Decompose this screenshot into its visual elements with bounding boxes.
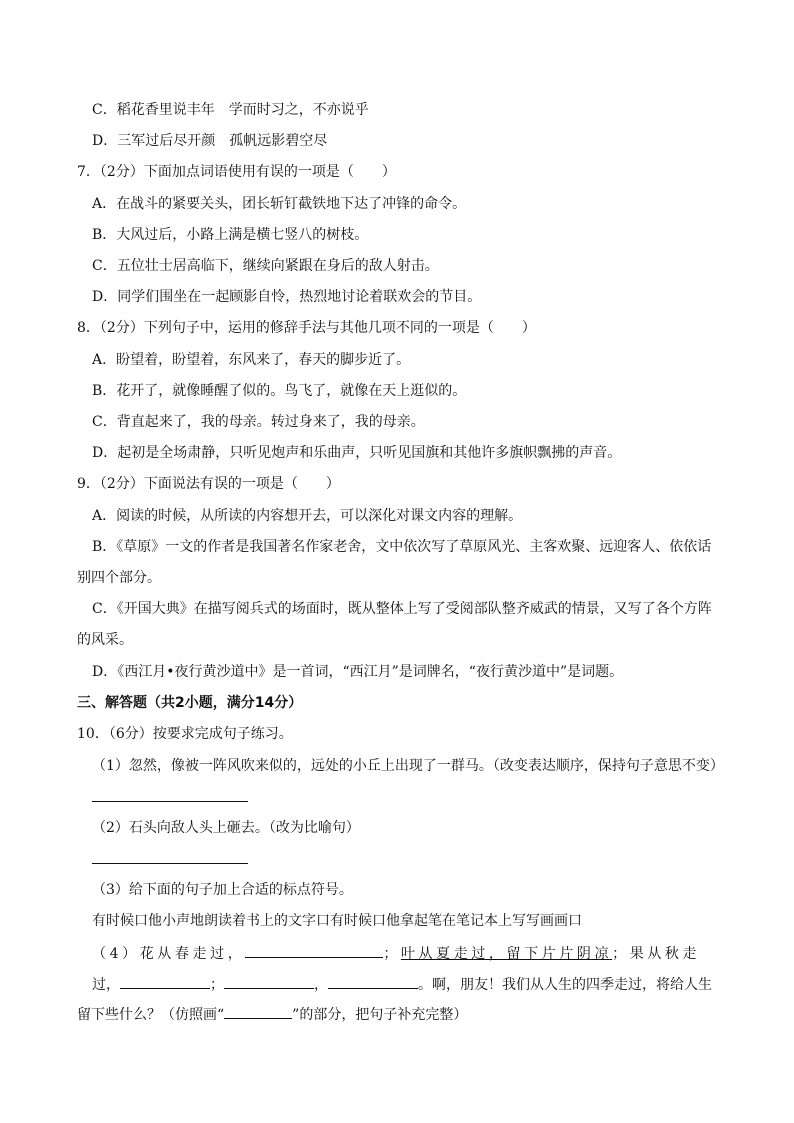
- q10-part4-blank-3[interactable]: [224, 974, 314, 989]
- q10-part4-fruit: ；果从秋走: [612, 946, 701, 962]
- section-title: 三、解答题（共2小题，满分14分）: [77, 695, 303, 711]
- q10-stem: 10．（6分）按要求完成句子练习。: [77, 726, 293, 742]
- q9-stem: 9．（2分）下面说法有误的一项是（ ）: [77, 476, 340, 492]
- q10-part4-blank-2[interactable]: [120, 974, 210, 989]
- q10-part4-guo: 过，: [92, 977, 120, 993]
- q10-part4-line1: [92, 943, 700, 964]
- q7-option-b: B．大风过后，小路上满是横七竖八的树枝。: [92, 227, 369, 243]
- q8-stem: 8．（2分）下列句子中，运用的修辞手法与其他几项不同的一项是（ ）: [77, 320, 536, 336]
- q10-part4-intro: （4）花从春走过，: [92, 946, 246, 962]
- q10-part4-line3: [77, 1005, 467, 1025]
- q10-part1: （1）忽然，像被一阵风吹来似的，远处的小丘上出现了一群马。（改变表达顺序，保持句子意思不变）: [92, 758, 724, 774]
- q10-part3-sentence: 有时候口他小声地朗读着书上的文字口有时候口他拿起笔在笔记本上写写画画口: [92, 913, 582, 929]
- q7-stem: 7．（2分）下面加点词语使用有误的一项是（ ）: [77, 164, 396, 180]
- q7-option-d: D．同学们围坐在一起顾影自怜，热烈地讨论着联欢会的节目。: [92, 289, 482, 305]
- q10-part4-model-phrase: 叶从夏走过，留下片片阴凉: [400, 946, 613, 962]
- q10-part4-instruction-start: 留下些什么？（仿照画“: [77, 1007, 225, 1023]
- q9-option-b-line2: 别四个部分。: [77, 570, 161, 586]
- q8-option-c: C．背直起来了，我的母亲。转过身来了，我的母亲。: [92, 414, 425, 430]
- q7-option-a: A．在战斗的紧要关头，团长斩钉截铁地下达了冲锋的命令。: [92, 196, 467, 212]
- q8-option-d: D．起初是全场肃静，只听见炮声和乐曲声，只听见国旗和其他许多旗帜飘拂的声音。: [92, 445, 622, 461]
- q9-option-c-line1: C．《开国大典》在描写阅兵式的场面时，既从整体上写了受阅部队整齐威武的情景，又写了各个方阵: [92, 601, 712, 617]
- q9-option-b-line1: B．《草原》一文的作者是我国著名作家老舍，文中依次写了草原风光、主客欢聚、远迎客人、依依话: [92, 539, 712, 555]
- q10-part2-answer-line[interactable]: [92, 863, 248, 864]
- q10-part2: （2）石头向敌人头上砸去。（改为比喻句）: [92, 820, 360, 836]
- q10-part4-sample-underline: [224, 1008, 292, 1019]
- q6-option-c: C．稻花香里说丰年 学而时习之，不亦说乎: [92, 102, 369, 118]
- q10-part3: （3）给下面的句子加上合适的标点符号。: [92, 882, 353, 898]
- q10-part4-blank-4[interactable]: [328, 974, 418, 989]
- q10-part1-answer-line[interactable]: [92, 801, 248, 802]
- q9-option-a: A．阅读的时候，从所读的内容想开去，可以深化对课文内容的理解。: [92, 508, 523, 524]
- q8-option-b: B．花开了，就像睡醒了似的。鸟飞了，就像在天上逛似的。: [92, 383, 467, 399]
- q10-part4-ending: 。啊，朋友！我们从人生的四季走过，将给人生: [418, 977, 712, 993]
- q6-option-d: D．三军过后尽开颜 孤帆远影碧空尽: [92, 133, 328, 149]
- q10-part4-line2: [92, 974, 712, 995]
- q10-part4-semicolon-1: ；: [383, 946, 401, 962]
- q10-part4-blank-1[interactable]: [245, 943, 383, 958]
- q7-option-c: C．五位壮士居高临下，继续向紧跟在身后的敌人射击。: [92, 258, 439, 274]
- q9-option-c-line2: 的风采。: [77, 632, 133, 648]
- q10-part4-comma: ，: [314, 977, 328, 993]
- q9-option-d: D．《西江月•夜行黄沙道中》是一首词，“西江月”是词牌名，“夜行黄沙道中”是词题。: [92, 664, 624, 680]
- q10-part4-instruction-end: ”的部分，把句子补充完整）: [292, 1007, 468, 1023]
- q8-option-a: A．盼望着，盼望着，东风来了，春天的脚步近了。: [92, 352, 411, 368]
- q10-part4-semicolon-2: ；: [210, 977, 224, 993]
